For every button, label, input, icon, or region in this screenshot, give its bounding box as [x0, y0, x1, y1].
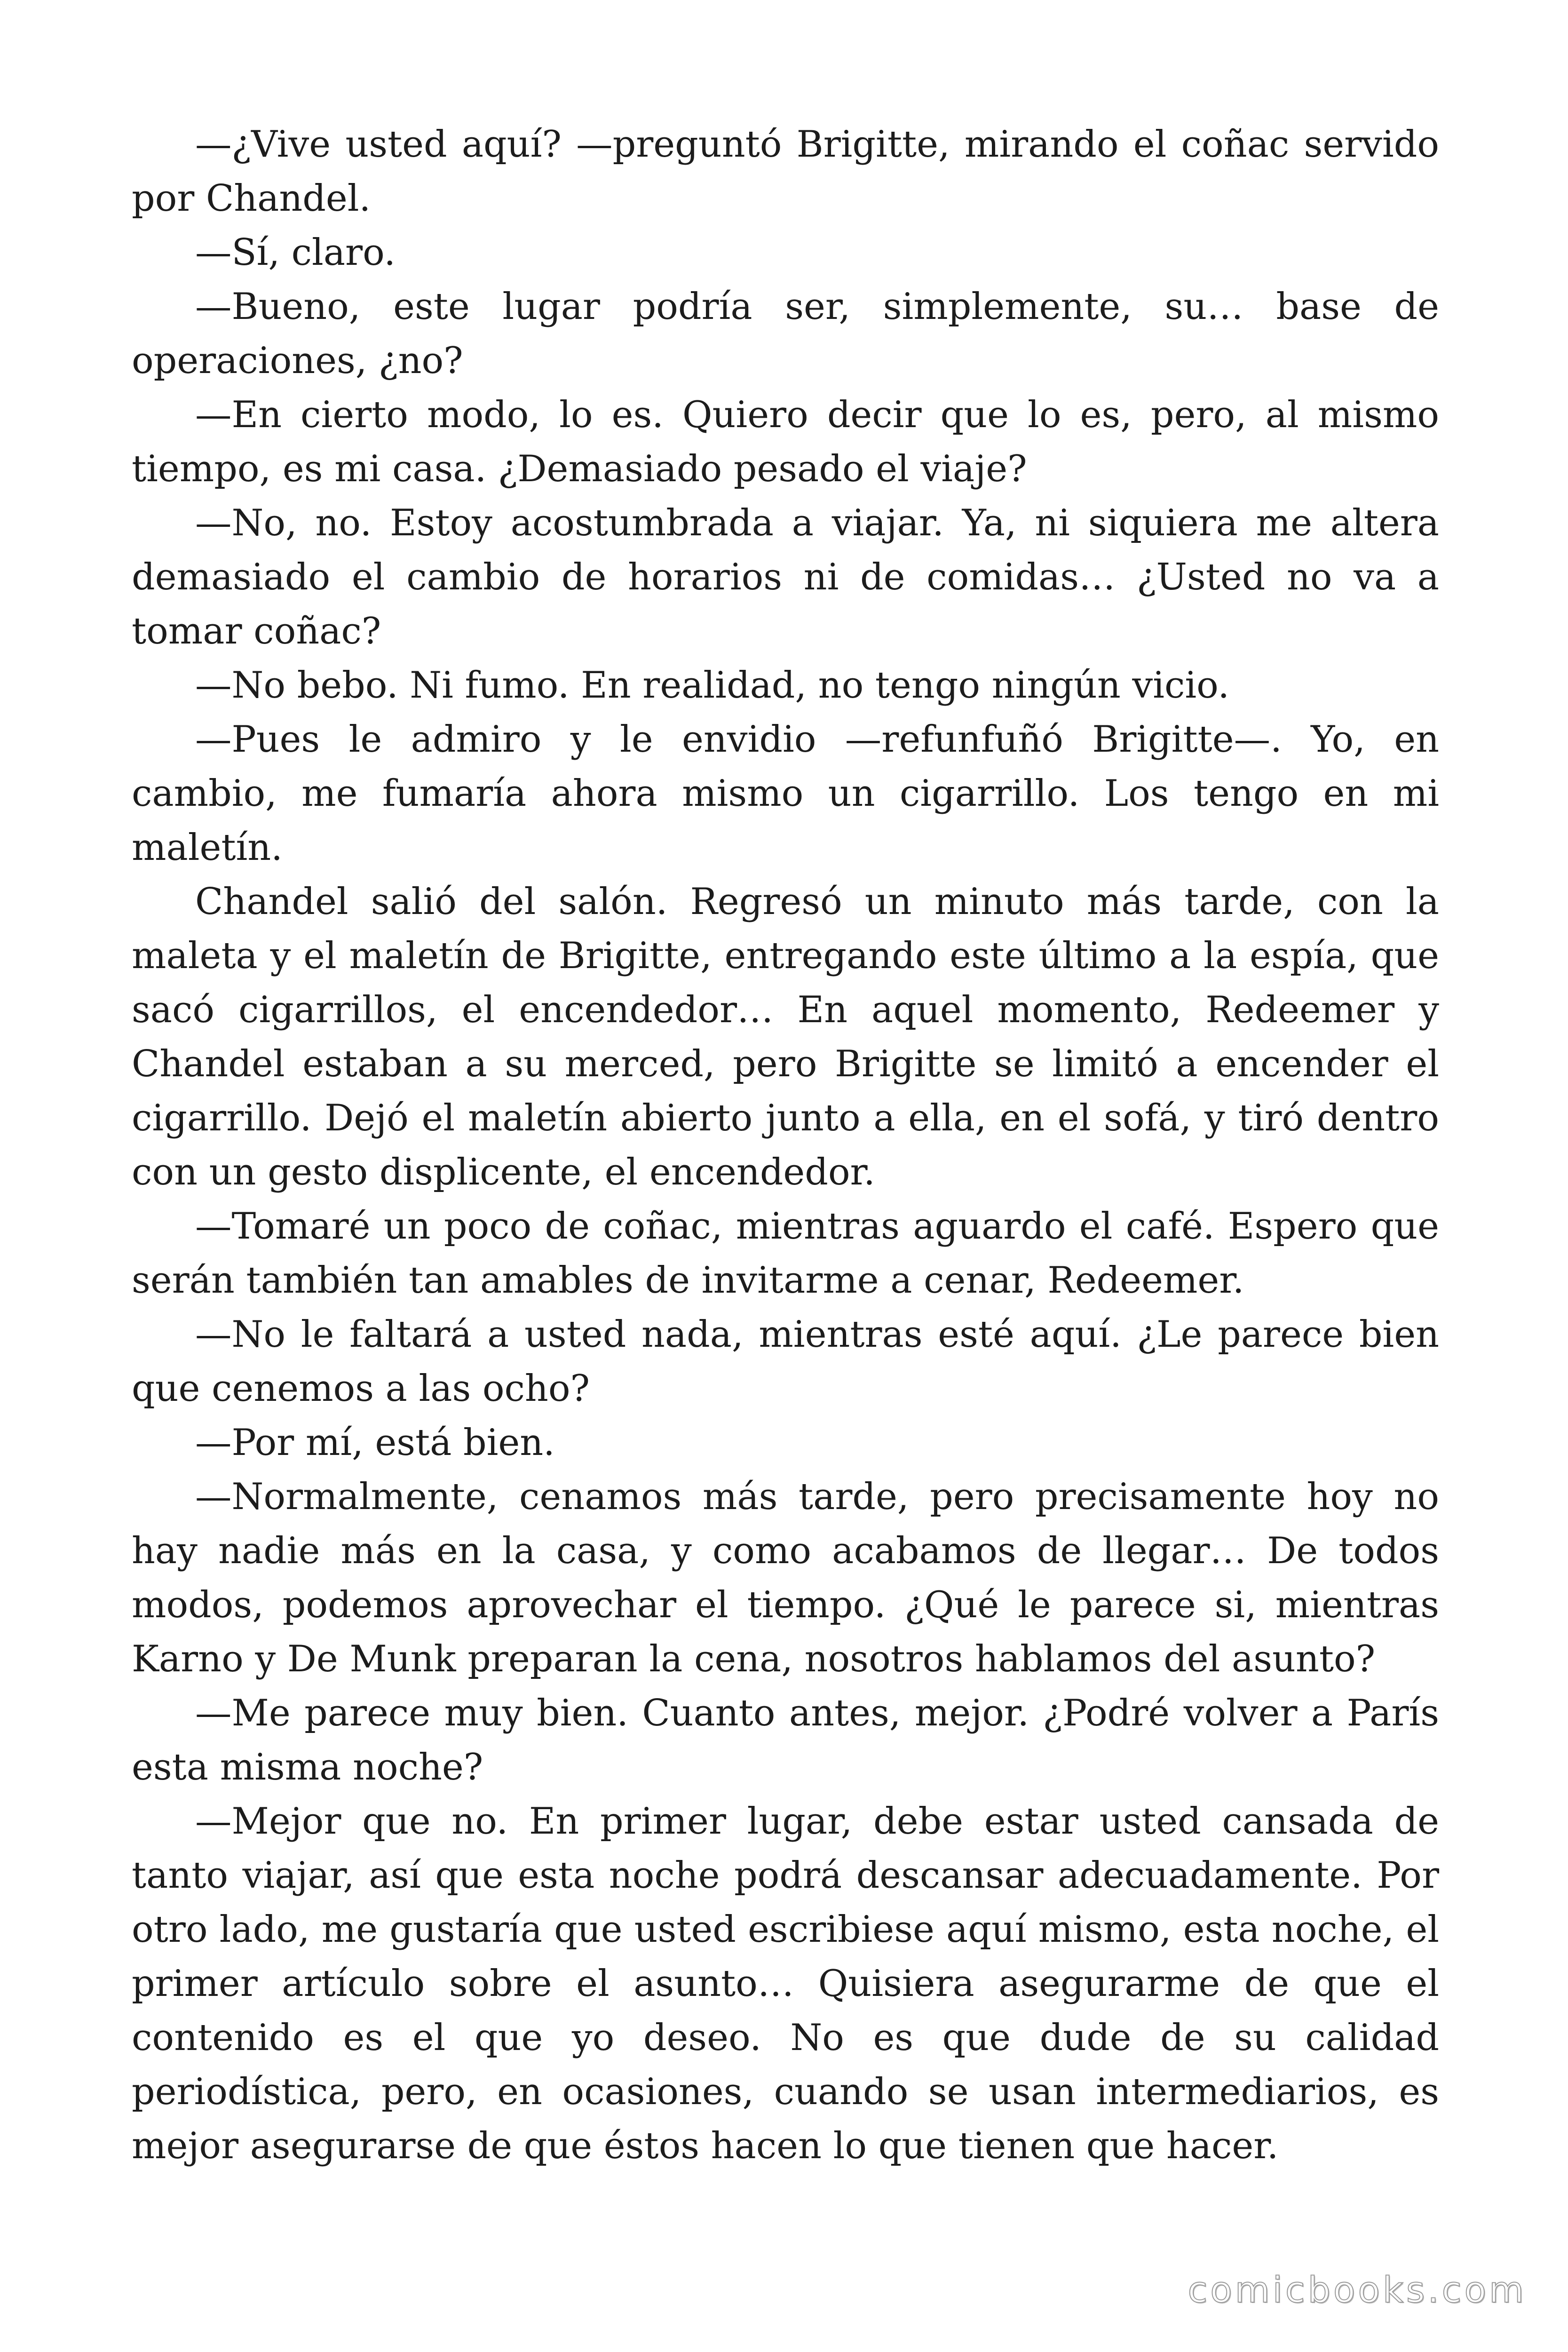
paragraph: —Tomaré un poco de coñac, mientras aguardo el café. Espero que serán también tan amables de invitarme a cenar, Redeemer. [132, 1205, 1439, 1302]
paragraph: Chandel salió del salón. Regresó un minuto más tarde, con la maleta y el maletín de Brigitte, entregando este último a la espía, que sacó cigarrillos, el encendedor… En aquel momento, Redeemer y Chandel estaban a su merced, pero Brigitte se limitó a encender el cigarrillo. Dejó el maletín abierto junto a ella, en el sofá, y tiró dentro con un gesto displicente, el encendedor. [132, 881, 1439, 1193]
paragraph: —Sí, claro. [195, 231, 396, 274]
paragraph: —No le faltará a usted nada, mientras esté aquí. ¿Le parece bien que cenemos a las ocho? [132, 1313, 1439, 1410]
paragraph: —Normalmente, cenamos más tarde, pero precisamente hoy no hay nadie más en la casa, y como acabamos de llegar… De todos modos, podemos aprovechar el tiempo. ¿Qué le parece si, mientras Karno y De Munk preparan la cena, nosotros hablamos del asunto? [132, 1476, 1439, 1680]
paragraph: —En cierto modo, lo es. Quiero decir que lo es, pero, al mismo tiempo, es mi casa. ¿Demasiado pesado el viaje? [132, 394, 1439, 490]
paragraph: —Por mí, está bien. [195, 1422, 555, 1464]
paragraph: —No, no. Estoy acostumbrada a viajar. Ya, ni siquiera me altera demasiado el cambio de horarios ni de comidas… ¿Usted no va a tomar coñac? [132, 502, 1439, 652]
paragraph: —Bueno, este lugar podría ser, simplemente, su… base de operaciones, ¿no? [132, 286, 1439, 382]
paragraph: —Mejor que no. En primer lugar, debe estar usted cansada de tanto viajar, así que esta noche podrá descansar adecuadamente. Por otro lado, me gustaría que usted escribiese aquí mismo, esta noche, el primer artículo sobre el asunto… Quisiera asegurarme de que el contenido es el que yo deseo. No es que dude de su calidad periodística, pero, en ocasiones, cuando se usan intermediarios, es mejor asegurarse de que éstos hacen lo que tienen que hacer. [132, 1800, 1439, 2167]
book-page-text [132, 118, 1439, 2173]
paragraph: —¿Vive usted aquí? —preguntó Brigitte, mirando el coñac servido por Chandel. [132, 123, 1439, 220]
site-watermark: comicbooks.com [1188, 2269, 1527, 2311]
paragraph: —Me parece muy bien. Cuanto antes, mejor. ¿Podré volver a París esta misma noche? [132, 1692, 1439, 1788]
paragraph: —No bebo. Ni fumo. En realidad, no tengo ningún vicio. [195, 664, 1230, 707]
paragraph: —Pues le admiro y le envidio —refunfuñó Brigitte—. Yo, en cambio, me fumaría ahora mismo un cigarrillo. Los tengo en mi maletín. [132, 718, 1439, 869]
